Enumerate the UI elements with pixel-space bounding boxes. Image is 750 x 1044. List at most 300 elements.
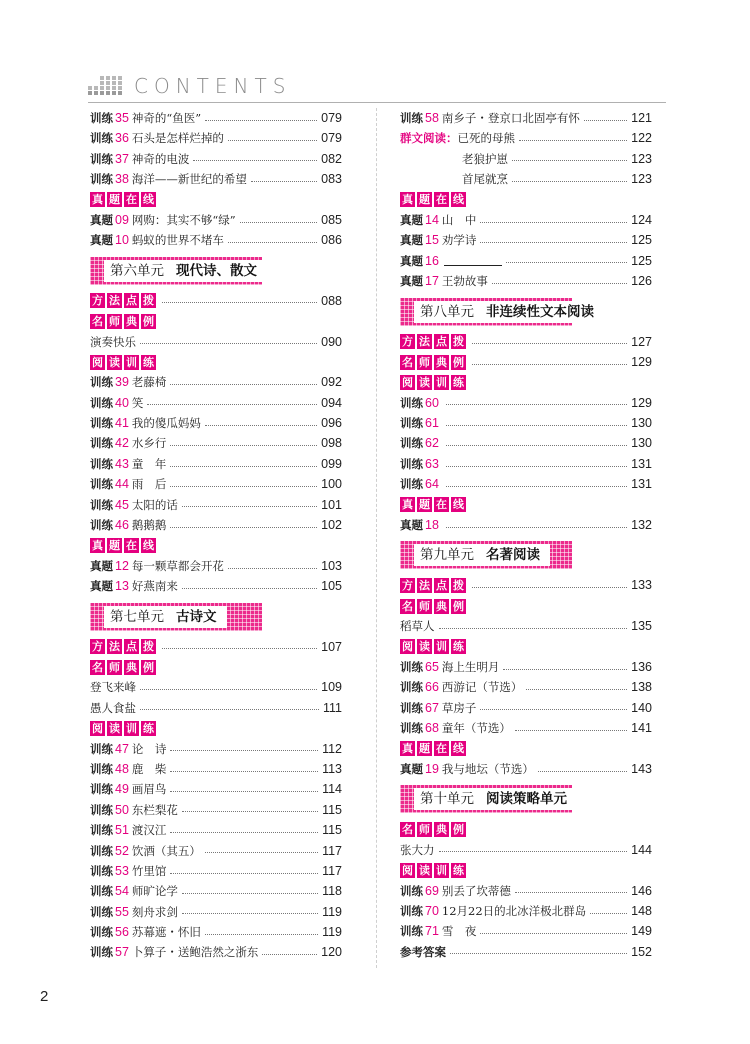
dot-leader: [526, 689, 627, 690]
entry-title: 苏幕遮・怀旧: [131, 925, 201, 940]
toc-entry[interactable]: [90, 454, 342, 474]
section-tag-char: 在: [436, 193, 447, 207]
entry-prefix: 训练: [400, 659, 423, 674]
section-tag-char: 例: [453, 599, 464, 613]
toc-entry[interactable]: [400, 251, 652, 271]
entry-number: 15: [425, 233, 439, 248]
section-tag-char: 真: [92, 539, 103, 553]
toc-entry[interactable]: [400, 718, 652, 738]
toc-entry[interactable]: [90, 556, 342, 576]
toc-entry[interactable]: [90, 800, 342, 820]
page-ref: 140: [631, 700, 652, 715]
section-tag-char: 真: [402, 498, 413, 512]
section-tag-char: 法: [419, 579, 430, 593]
unit-banner: [90, 257, 262, 285]
toc-entry[interactable]: [90, 128, 342, 148]
entry-title: 演奏快乐: [90, 334, 136, 349]
dot-leader: [506, 262, 627, 263]
entry-title: 童 年: [131, 456, 167, 471]
unit-label: [414, 788, 577, 810]
section-tag-char: 例: [453, 823, 464, 837]
unit-banner: [400, 298, 594, 326]
entry-number: 48: [115, 761, 129, 776]
toc-entry[interactable]: [90, 881, 342, 901]
toc-entry[interactable]: [90, 515, 342, 535]
entry-number: 39: [115, 375, 129, 390]
toc-entry[interactable]: [90, 841, 342, 861]
toc-entry[interactable]: [90, 820, 342, 840]
entry-title: 海洋——新世纪的希望: [131, 172, 247, 187]
section-tag-row[interactable]: [90, 637, 342, 657]
entry-prefix: 真题: [90, 233, 113, 248]
page-ref: 129: [631, 354, 652, 369]
entry-title: 鹿 柴: [131, 761, 167, 776]
page-ref: 136: [631, 659, 652, 674]
dot-leader: [205, 934, 318, 935]
entry-title: 已死的母熊: [457, 131, 515, 146]
entry-number: 66: [425, 680, 439, 695]
section-tag-row[interactable]: [400, 575, 652, 595]
entry-number: 40: [115, 395, 129, 410]
section-tag-char: 典: [126, 660, 137, 674]
unit-label: [414, 544, 550, 566]
section-tag-char: 在: [126, 193, 137, 207]
entry-title: 师旷论学: [131, 884, 178, 899]
page-ref: 133: [631, 578, 652, 593]
dot-leader: [439, 851, 628, 852]
section-tag: [400, 497, 468, 512]
section-tag-char: 线: [453, 498, 464, 512]
unit-label: [414, 301, 604, 323]
section-tag-char: 名: [92, 660, 103, 674]
entry-title: 好燕南来: [131, 579, 178, 594]
entry-number: 57: [115, 945, 129, 960]
dot-leader: [538, 771, 627, 772]
page-ref: 079: [321, 111, 342, 125]
entry-prefix: 训练: [400, 924, 423, 939]
section-tag-char: 训: [436, 863, 447, 877]
toc-entry[interactable]: [400, 149, 652, 169]
entry-number: 55: [115, 904, 129, 919]
page-ref: 118: [322, 884, 342, 899]
entry-title: 竹里馆: [131, 863, 167, 878]
page-ref: 090: [321, 334, 342, 349]
page-ref: 149: [631, 924, 652, 939]
toc-entry[interactable]: [90, 698, 342, 718]
entry-prefix: 训练: [400, 436, 423, 451]
toc-entry[interactable]: [400, 677, 652, 697]
unit-banner: [90, 603, 262, 631]
fill-in-blank: [444, 255, 502, 266]
entry-prefix: 真题: [400, 761, 423, 776]
section-tag-char: 真: [92, 193, 103, 207]
page-ref: 094: [321, 395, 342, 410]
toc-entry[interactable]: [400, 881, 652, 901]
page-ref: 121: [631, 111, 652, 125]
dot-leader: [205, 120, 317, 121]
entry-prefix: 真题: [90, 579, 113, 594]
entry-title: 童年（节选）: [441, 721, 511, 736]
page-ref: 082: [321, 151, 342, 166]
entry-number: 51: [115, 823, 129, 838]
section-tag-char: 题: [419, 742, 430, 756]
toc-entry[interactable]: [90, 210, 342, 230]
entry-prefix: 训练: [90, 436, 113, 451]
page-ref: 131: [631, 456, 652, 471]
dot-leader: [170, 873, 318, 874]
entry-number: 35: [115, 111, 129, 125]
entry-number: 53: [115, 863, 129, 878]
page-ref: 105: [321, 579, 342, 594]
section-tag: [400, 355, 468, 370]
grid-logo-icon: [88, 76, 122, 96]
dot-leader: [446, 466, 627, 467]
unit-label: [104, 606, 227, 628]
toc-entry[interactable]: [90, 332, 342, 352]
toc-entry[interactable]: [400, 169, 652, 189]
page-ref: 111: [322, 700, 342, 715]
dot-leader: [228, 568, 317, 569]
page-ref: 127: [631, 334, 652, 349]
dot-leader: [147, 404, 317, 405]
entry-title: 我的傻瓜妈妈: [131, 416, 201, 431]
section-tag-char: 名: [402, 355, 413, 369]
toc-entry[interactable]: [400, 271, 652, 291]
entry-title: 每一颗草都会开花: [131, 558, 224, 573]
page-ref: 120: [321, 945, 342, 960]
toc-entry[interactable]: [400, 108, 652, 128]
page-ref: 092: [321, 375, 342, 390]
toc-entry[interactable]: [400, 433, 652, 453]
entry-prefix: 真题: [400, 274, 423, 289]
section-tag-char: 例: [143, 314, 154, 328]
section-tag-row: [90, 718, 342, 738]
entry-title: 蚂蚁的世界不堵车: [131, 233, 224, 248]
section-tag-char: 练: [143, 721, 154, 735]
toc-entry[interactable]: [90, 677, 342, 697]
section-tag-row[interactable]: [400, 352, 652, 372]
section-tag-char: 线: [453, 193, 464, 207]
entry-prefix: 训练: [400, 111, 423, 125]
section-tag-row: [400, 819, 652, 839]
unit-number: 第七单元: [110, 608, 164, 625]
section-tag-char: 方: [92, 640, 103, 654]
section-tag-char: 名: [402, 823, 413, 837]
page-ref: 143: [631, 761, 652, 776]
page-ref: 130: [631, 416, 652, 431]
dot-leader: [590, 913, 627, 914]
toc-entry[interactable]: [400, 230, 652, 250]
toc-entry[interactable]: [90, 861, 342, 881]
entry-title: 草房子: [441, 700, 477, 715]
section-tag-char: 练: [143, 355, 154, 369]
section-tag: [400, 822, 468, 837]
page-ref: 099: [321, 456, 342, 471]
entry-number: 50: [115, 802, 129, 817]
dot-leader: [170, 445, 317, 446]
entry-title: 神奇的电波: [131, 151, 190, 166]
entry-title: 刻舟求剑: [131, 904, 178, 919]
section-tag-char: 拨: [453, 335, 464, 349]
dot-leader: [170, 384, 317, 385]
toc-entry[interactable]: [400, 515, 652, 535]
toc-entry[interactable]: [400, 921, 652, 941]
toc-entry[interactable]: [90, 149, 342, 169]
section-tag-row: [400, 860, 652, 880]
page-ref: 131: [631, 477, 652, 492]
toc-entry[interactable]: [400, 840, 652, 860]
dot-leader: [472, 587, 627, 588]
unit-heading: [400, 292, 652, 332]
entry-prefix: 真题: [400, 518, 423, 533]
entry-prefix: 训练: [90, 802, 113, 817]
page-ref: 096: [321, 416, 342, 431]
dot-leader: [228, 140, 317, 141]
unit-heading: [90, 251, 342, 291]
dot-leader: [240, 222, 317, 223]
page-ref: 132: [631, 518, 652, 533]
entry-title: 愚人食盐: [90, 700, 136, 715]
page-ref: 098: [321, 436, 342, 451]
toc-entry[interactable]: [90, 922, 342, 942]
section-tag-char: 点: [126, 294, 137, 308]
entry-number: 58: [425, 111, 439, 125]
toc-left-column: [90, 108, 342, 963]
dot-leader: [170, 466, 317, 467]
entry-title: 张大力: [400, 842, 435, 857]
toc-entry[interactable]: [90, 739, 342, 759]
section-tag-char: 拨: [143, 294, 154, 308]
page-ref: 114: [322, 782, 342, 797]
toc-entry[interactable]: [400, 657, 652, 677]
toc-entry[interactable]: [90, 779, 342, 799]
page-ref: 083: [321, 172, 342, 187]
dot-leader: [182, 588, 317, 589]
page-ref: 086: [321, 233, 342, 248]
dot-leader: [515, 730, 627, 731]
toc-entry[interactable]: [400, 413, 652, 433]
section-tag-char: 读: [109, 721, 120, 735]
page-ref: 101: [321, 497, 342, 512]
section-tag: [90, 538, 158, 553]
section-tag-char: 方: [402, 579, 413, 593]
section-tag-char: 题: [419, 498, 430, 512]
entry-prefix: 真题: [90, 558, 113, 573]
page-ref: 130: [631, 436, 652, 451]
dot-leader: [584, 120, 627, 121]
toc-entry[interactable]: [90, 902, 342, 922]
entry-title: 别丢了坎蒂德: [441, 883, 511, 898]
entry-title: 石头是怎样烂掉的: [131, 131, 224, 146]
contents-header: [88, 74, 291, 98]
section-tag-row: [90, 190, 342, 210]
unit-heading: [400, 779, 652, 819]
section-tag-char: 典: [436, 599, 447, 613]
entry-number: 70: [425, 903, 439, 918]
toc-entry[interactable]: [400, 942, 652, 962]
entry-title: 卜算子・送鲍浩然之浙东: [131, 945, 259, 960]
entry-title: 网购：其实不够“绿”: [131, 212, 236, 227]
page-ref: 129: [631, 395, 652, 410]
entry-number: 69: [425, 883, 439, 898]
section-tag: [400, 741, 468, 756]
section-tag-char: 例: [453, 355, 464, 369]
section-tag-char: 线: [143, 193, 154, 207]
page-ref: 119: [322, 904, 342, 919]
entry-title: 鹅鹅鹅: [131, 518, 167, 533]
unit-number: 第九单元: [420, 547, 474, 564]
section-tag-char: 在: [126, 539, 137, 553]
section-tag-char: 师: [109, 660, 120, 674]
toc-entry[interactable]: [90, 495, 342, 515]
page-ref: 085: [321, 212, 342, 227]
toc-entry[interactable]: [90, 433, 342, 453]
section-tag-char: 方: [92, 294, 103, 308]
dot-leader: [170, 791, 318, 792]
dot-leader: [480, 709, 627, 710]
section-tag-char: 真: [402, 742, 413, 756]
entry-number: 47: [115, 741, 129, 756]
section-tag-row: [400, 372, 652, 392]
dot-leader: [262, 954, 317, 955]
section-tag-char: 题: [109, 193, 120, 207]
unit-heading: [400, 535, 652, 575]
page-ref: 126: [631, 274, 652, 289]
page-ref: 124: [631, 212, 652, 227]
toc-entry[interactable]: [90, 393, 342, 413]
unit-label: [104, 260, 267, 282]
page-number: 2: [40, 988, 49, 1005]
entry-title: 饮酒（其五）: [131, 843, 201, 858]
section-tag: [90, 721, 158, 736]
toc-entry[interactable]: [90, 230, 342, 250]
unit-title: 古诗文: [176, 608, 217, 625]
toc-entry[interactable]: [90, 759, 342, 779]
toc-entry[interactable]: [90, 576, 342, 596]
toc-entry[interactable]: [400, 698, 652, 718]
section-tag-char: 拨: [143, 640, 154, 654]
entry-number: 10: [115, 233, 129, 248]
section-tag-row: [400, 739, 652, 759]
section-tag: [90, 314, 158, 329]
entry-prefix: 训练: [400, 395, 423, 410]
toc-entry[interactable]: [400, 454, 652, 474]
page-ref: 109: [321, 680, 342, 695]
section-tag-char: 线: [143, 539, 154, 553]
dot-leader: [205, 852, 318, 853]
dot-leader: [162, 302, 317, 303]
section-tag-char: 在: [436, 742, 447, 756]
entry-title: 参考答案: [400, 944, 446, 959]
entry-title: 画眉鸟: [131, 782, 167, 797]
toc-entry[interactable]: [90, 169, 342, 189]
dot-leader: [162, 648, 317, 649]
section-tag-char: 师: [419, 599, 430, 613]
dot-leader: [450, 953, 627, 954]
entry-title: 雨 后: [131, 477, 167, 492]
entry-number: 63: [425, 456, 439, 471]
dot-leader: [251, 181, 317, 182]
section-tag-char: 线: [453, 742, 464, 756]
toc-entry[interactable]: [400, 759, 652, 779]
entry-prefix: 真题: [90, 212, 113, 227]
page-ref: 079: [321, 131, 342, 146]
dot-leader: [480, 933, 627, 934]
section-tag-row[interactable]: [400, 332, 652, 352]
toc-entry[interactable]: [400, 474, 652, 494]
entry-number: 45: [115, 497, 129, 512]
page-ref: 100: [321, 477, 342, 492]
section-tag: [400, 334, 468, 349]
dot-leader: [512, 160, 627, 161]
toc-entry[interactable]: [400, 393, 652, 413]
page-ref: 125: [631, 253, 652, 268]
entry-title: 雪 夜: [441, 924, 477, 939]
group-reading-label: 群文阅读：: [400, 131, 458, 146]
page-ref: 141: [631, 721, 652, 736]
section-tag-row[interactable]: [90, 291, 342, 311]
dot-leader: [512, 181, 627, 182]
unit-title: 阅读策略单元: [486, 791, 567, 808]
entry-prefix: 训练: [400, 416, 423, 431]
section-tag: [400, 639, 468, 654]
section-tag-char: 点: [436, 579, 447, 593]
dot-leader: [446, 486, 627, 487]
entry-prefix: 训练: [90, 925, 113, 940]
section-tag-row: [400, 637, 652, 657]
entry-prefix: 训练: [90, 456, 113, 471]
section-tag-char: 在: [436, 498, 447, 512]
entry-title: 首尾就烹: [462, 172, 508, 187]
entry-number: 09: [115, 212, 129, 227]
dot-leader: [446, 527, 627, 528]
section-tag: [400, 863, 468, 878]
entry-title: 我与地坛（节选）: [441, 761, 534, 776]
toc-entry[interactable]: [90, 474, 342, 494]
entry-number: 61: [425, 416, 439, 431]
section-tag-row: [90, 352, 342, 372]
entry-prefix: 训练: [90, 151, 113, 166]
entry-title: 老狼护崽: [462, 151, 508, 166]
entry-number: 42: [115, 436, 129, 451]
toc-entry[interactable]: [90, 413, 342, 433]
unit-heading: [90, 597, 342, 637]
dot-leader: [446, 445, 627, 446]
toc-entry[interactable]: [400, 901, 652, 921]
entry-number: 37: [115, 151, 129, 166]
entry-prefix: 训练: [90, 416, 113, 431]
toc-entry[interactable]: [400, 616, 652, 636]
section-tag-char: 法: [109, 294, 120, 308]
entry-title: 西游记（节选）: [441, 680, 523, 695]
toc-entry[interactable]: [90, 372, 342, 392]
entry-prefix: 训练: [90, 741, 113, 756]
toc-entry[interactable]: [400, 128, 652, 148]
section-tag-char: 读: [419, 375, 430, 389]
entry-prefix: 训练: [90, 761, 113, 776]
unit-number: 第六单元: [110, 262, 164, 279]
page-ref: 148: [631, 903, 652, 918]
toc-entry[interactable]: [400, 210, 652, 230]
entry-number: 56: [115, 925, 129, 940]
entry-prefix: 训练: [400, 721, 423, 736]
toc-entry[interactable]: [90, 108, 342, 128]
page-ref: 122: [631, 131, 652, 146]
toc-entry[interactable]: [90, 942, 342, 962]
page-ref: 112: [322, 741, 342, 756]
entry-number: 41: [115, 416, 129, 431]
dot-leader: [515, 892, 627, 893]
